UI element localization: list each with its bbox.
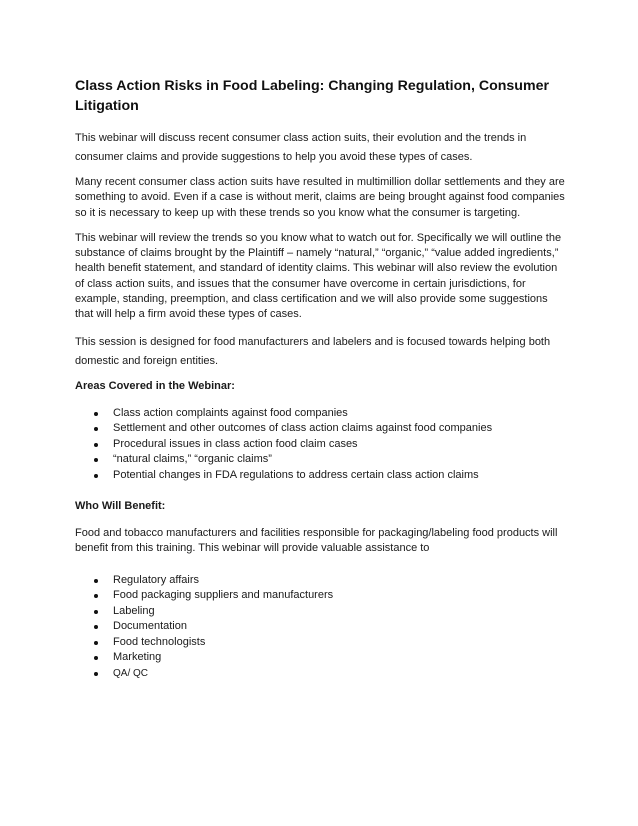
- bullet-icon: [94, 610, 98, 614]
- list-item: [93, 588, 565, 604]
- areas-list: [75, 406, 565, 484]
- list-item: [93, 406, 565, 422]
- list-item: [93, 468, 565, 484]
- list-item: [93, 604, 565, 620]
- list-item-text: Potential changes in FDA regulations to address certain class action claims: [113, 468, 479, 481]
- list-item-text: “natural claims,” “organic claims”: [113, 453, 272, 466]
- list-item-text: Food packaging suppliers and manufacturers: [113, 589, 334, 602]
- list-item: [93, 573, 565, 589]
- bullet-icon: [94, 412, 98, 416]
- list-item-text: Labeling: [113, 604, 155, 617]
- list-item: [93, 437, 565, 453]
- list-item-text: Marketing: [113, 651, 162, 664]
- bullet-icon: [94, 656, 98, 660]
- bullet-icon: [94, 579, 98, 583]
- bullet-icon: [94, 594, 98, 598]
- list-item: [93, 650, 565, 666]
- list-item-text: Settlement and other outcomes of class action claims against food companies: [113, 422, 493, 435]
- benefit-paragraph: Food and tobacco manufacturers and facilities responsible for packaging/labeling food products will benefit from this training. This webinar will provide valuable assistance to: [75, 527, 558, 555]
- trends-paragraph: This webinar will review the trends so you know what to watch out for. Specifically we will outline the substance of claims brought by the Plaintiff – namely “natural,” “organic,” “value added ingredients,” health benefit statement, and standard of identity claims. This webinar will also review the evolution of class action suits, and issues that the consumer have overcome in certain jurisdictions, for example, standing, preemption, and class certification and we will also provide some suggestions that will help a firm avoid these types of cases.: [75, 231, 562, 321]
- list-item-text: QA/ QC: [113, 667, 149, 679]
- list-item-text: Food technologists: [113, 635, 206, 648]
- list-item: [93, 619, 565, 635]
- bullet-icon: [94, 443, 98, 447]
- bullet-icon: [94, 672, 98, 676]
- bullet-icon: [94, 458, 98, 462]
- bullet-icon: [94, 625, 98, 629]
- list-item: [93, 635, 565, 651]
- settlements-paragraph: Many recent consumer class action suits have resulted in multimillion dollar settlements and they are something to avoid. Even if a case is without merit, claims are being brought against food companies so it is necessary to keep up with these trends so you know what the consumer is targeting.: [75, 176, 565, 219]
- list-item-text: Regulatory affairs: [113, 573, 200, 586]
- benefit-list: [75, 573, 565, 682]
- session-paragraph: This session is designed for food manufacturers and labelers and is focused towards helping both domestic and foreign entities.: [75, 335, 551, 367]
- list-item-text: Procedural issues in class action food claim cases: [113, 437, 358, 450]
- document-title: Class Action Risks in Food Labeling: Changing Regulation, Consumer Litigation: [75, 78, 549, 114]
- bullet-icon: [94, 641, 98, 645]
- benefit-heading: Who Will Benefit:: [75, 500, 166, 513]
- bullet-icon: [94, 427, 98, 431]
- intro-paragraph: This webinar will discuss recent consumer class action suits, their evolution and the trends in consumer claims and provide suggestions to help you avoid these types of cases.: [75, 132, 527, 163]
- document-page: [75, 76, 565, 697]
- bullet-icon: [94, 474, 98, 478]
- areas-heading: Areas Covered in the Webinar:: [75, 379, 235, 392]
- list-item: [93, 452, 565, 468]
- list-item-text: Documentation: [113, 620, 187, 633]
- list-item: [93, 421, 565, 437]
- list-item: [93, 666, 565, 682]
- list-item-text: Class action complaints against food companies: [113, 406, 348, 419]
